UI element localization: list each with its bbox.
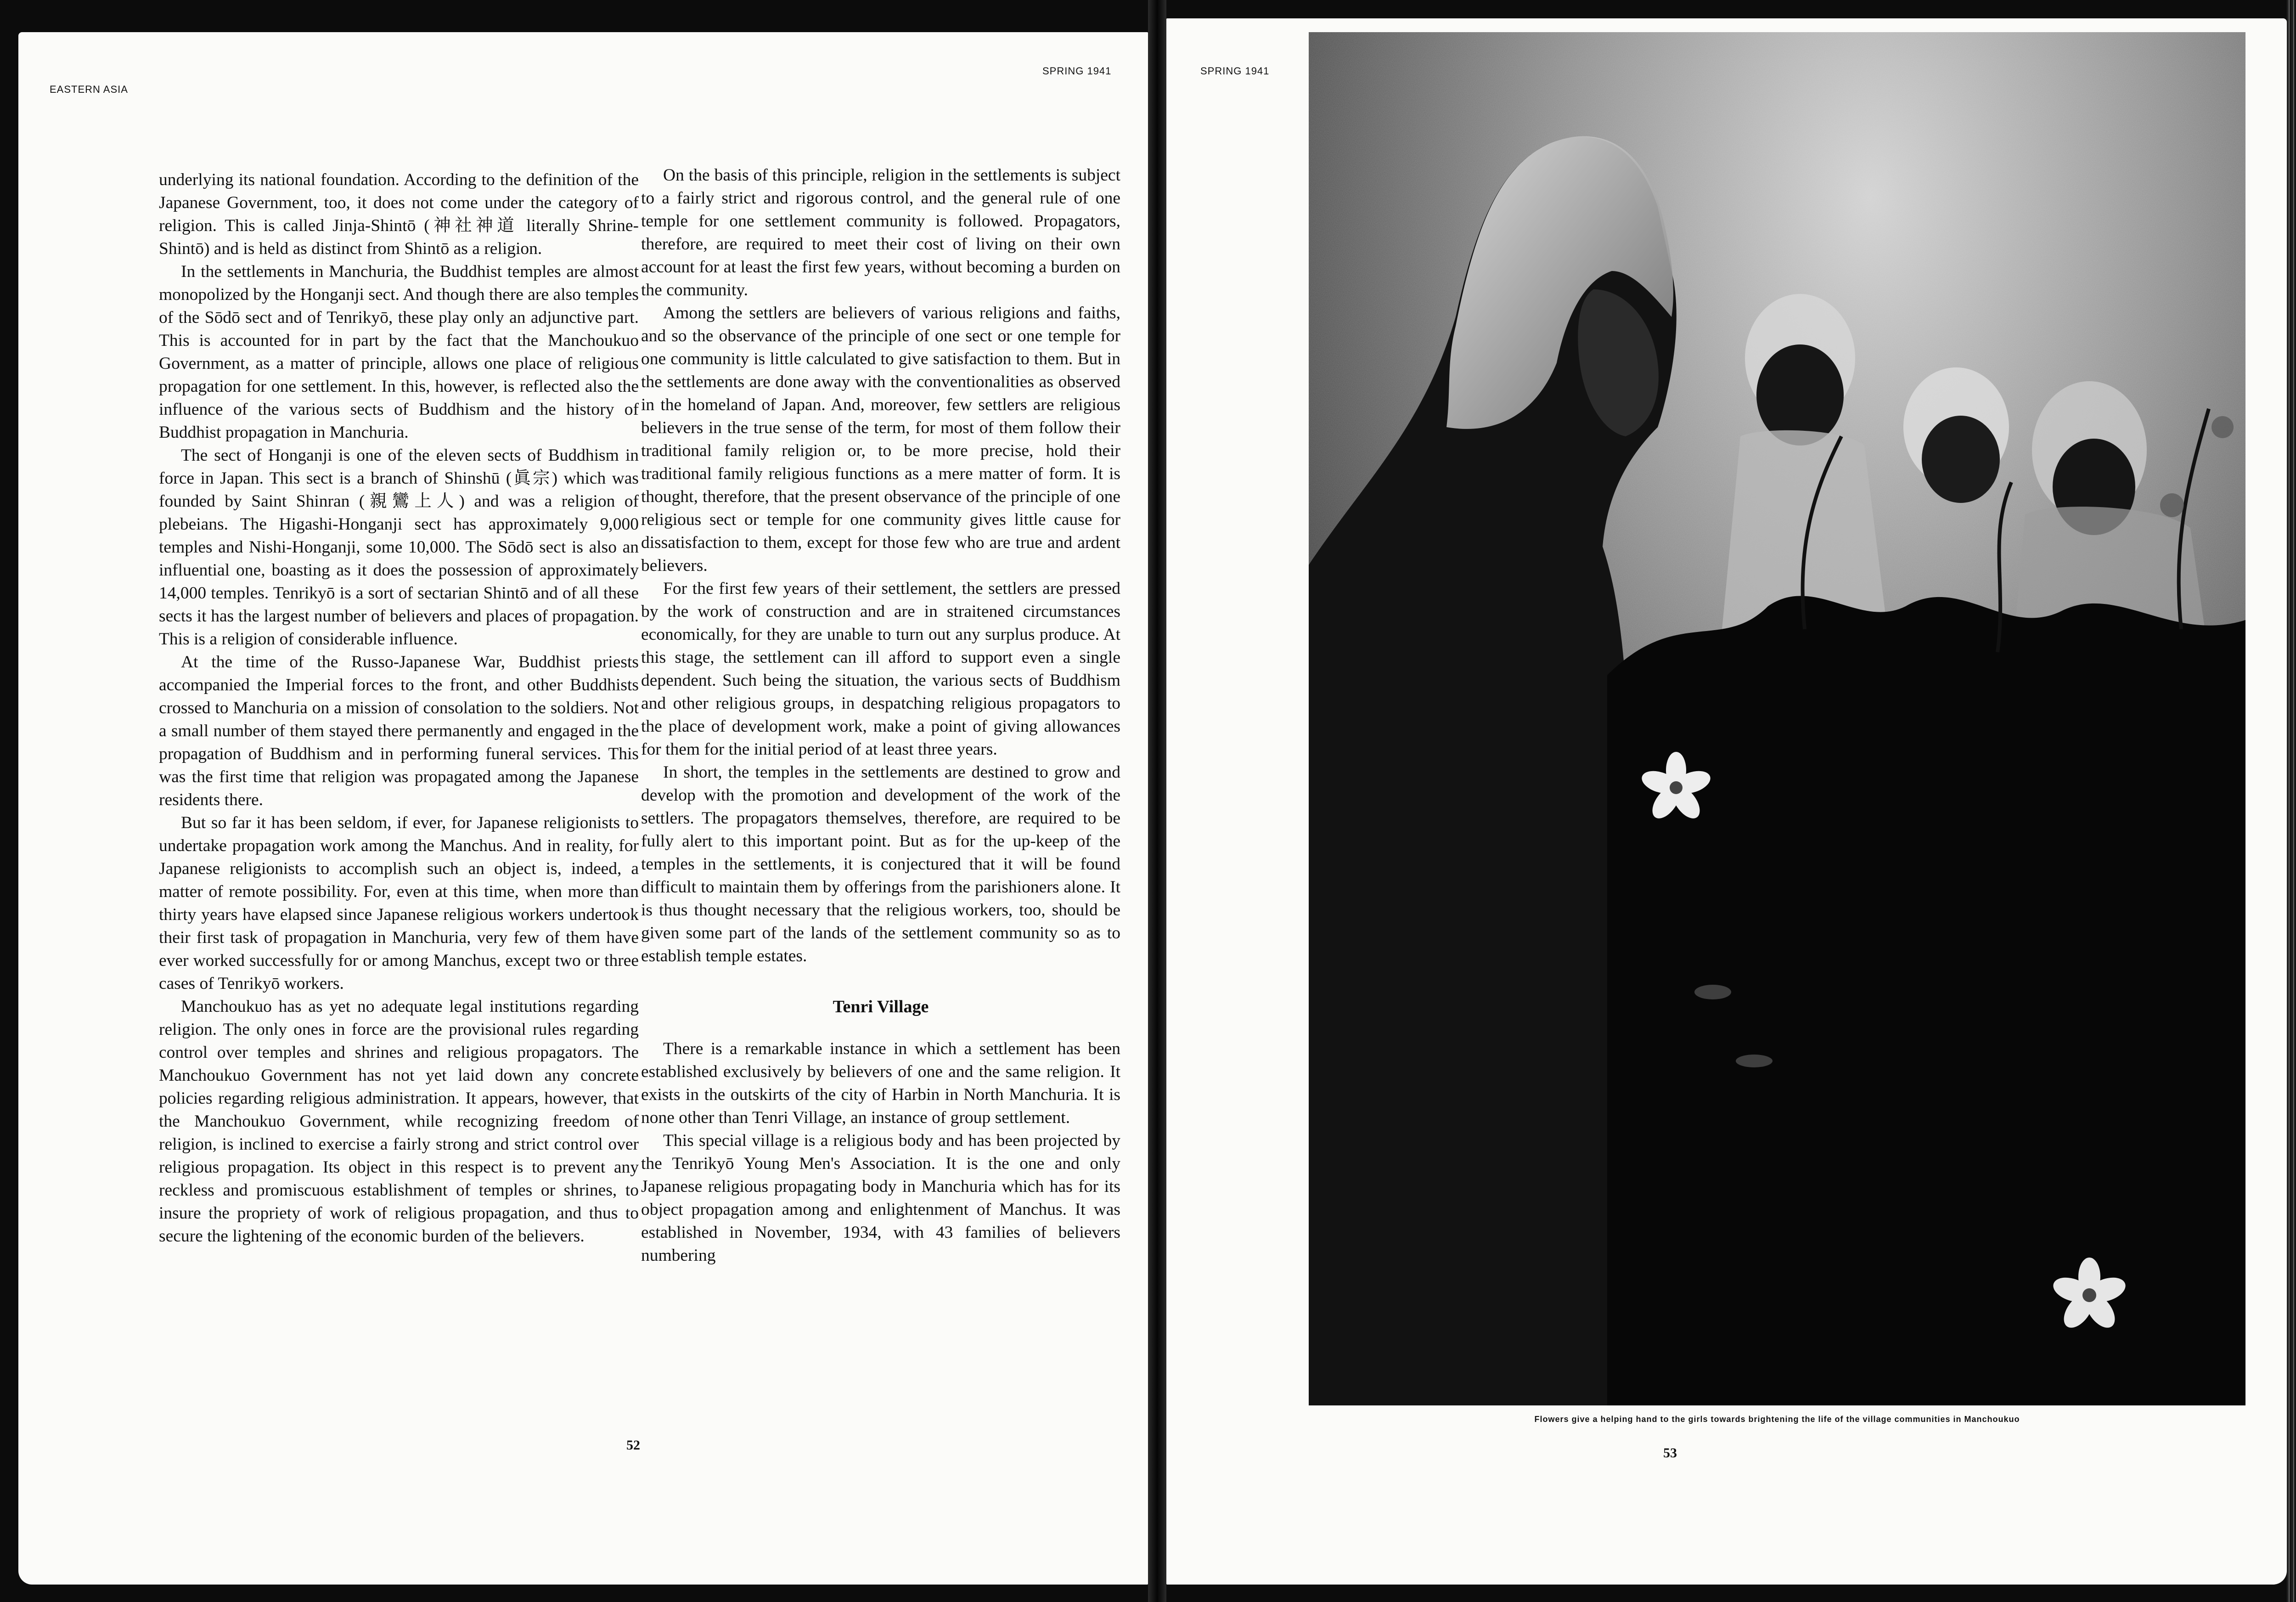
section-heading: Tenri Village xyxy=(833,997,929,1016)
running-head-right: SPRING 1941 xyxy=(1200,65,1270,77)
text-column-1 xyxy=(159,169,639,1248)
page-number-left: 52 xyxy=(626,1438,640,1453)
page-header-left: EASTERN ASIA xyxy=(50,84,128,95)
left-page xyxy=(18,32,1148,1585)
paragraph: Manchoukuo has as yet no adequate legal institutions regarding religion. The only ones in force are the provisional rules regarding control over temples and shrines and religious propagators. The Manchoukuo Government has not yet laid down any concrete policies regarding religious administration. It appears, however, that the Manchoukuo Government, while recognizing freedom of religion, is inclined to exercise a fairly strong and strict control over religious propagation. Its object in this respect is to prevent any reckless and promiscuous establishment of temples or shrines, to insure the propriety of work of religious propagation, and thus to secure the lightening of the economic burden of the believers. xyxy=(159,997,639,1246)
paragraph: In short, the temples in the settlements are destined to grow and develop with the promotion and development of the work of the settlers. The propagators themselves, therefore, are required to be fully alert to this important point. But as for the up-keep of the temples in the settlements, it is conjectured that it will be found difficult to maintain them by offerings from the parishioners alone. It is thus thought necessary that the religious workers, too, should be given some part of the lands of the settlement community so as to establish temple estates. xyxy=(641,763,1120,965)
paragraph: Among the settlers are believers of various religions and faiths, and so the observance of the principle of one sect or one temple for one community is little calculated to give satisfaction to them. But in the settlements are done away with the conventionalities as observed in the homeland of Japan. And, moreover, few settlers are religious believers in the true sense of the term, for most of them follow their traditional family religion or, to be more precise, hold their traditional family religious functions as a mere matter of form. It is thought, therefore, that the present observance of the principle of one religious sect or temple for one community gives little cause for dissatisfaction to them, except for those few who are true and ardent believers. xyxy=(641,304,1120,575)
photo-caption: Flowers give a helping hand to the girls towards brightening the life of the village communities in Manchoukuo xyxy=(1534,1415,2020,1424)
paragraph: At the time of the Russo-Japanese War, Buddhist priests accompanied the Imperial forces to the front, and other Buddhists crossed to Manchuria on a mission of consolation to the soldiers. Not a small number of them stayed there permanently and engaged in the propagation of Buddhism and in performing funeral services. This was the first time that religion was propagated among the Japanese residents there. xyxy=(159,653,639,809)
paragraph: In the settlements in Manchuria, the Buddhist temples are almost monopolized by the Honganji sect. And though there are also temples of the Sōdō sect and of Tenrikyō, these play only an adjunctive part. This is accounted for in part by the fact that the Manchoukuo Government, as a matter of principle, allows one place of religious propagation for one settlement. In this, however, is reflected also the influence of the various sects of Buddhism and the history of Buddhist propagation in Manchuria. xyxy=(159,262,639,442)
foliage xyxy=(1607,596,2245,1405)
paragraph: This special village is a religious body and has been projected by the Tenrikyō Young Men's Association. It is the one and only Japanese religious propagating body in Manchuria which has for its object propagation among and enlightenment of Manchus. It was established in November, 1934, with 43 families of believers numbering xyxy=(641,1131,1120,1265)
right-page xyxy=(1166,18,2287,1585)
photograph-girls-with-flowers xyxy=(1309,32,2245,1405)
paragraph: But so far it has been seldom, if ever, for Japanese religionists to undertake propagation work among the Manchus. And in reality, for Japanese religionists to accomplish such an object is, indeed, a matter of remote possibility. For, even at this time, when more than thirty years have elapsed since Japanese religious workers undertook their first task of propagation in Manchuria, very few of them have ever worked successfully for or among Manchus, except two or three cases of Tenrikyō workers. xyxy=(159,813,639,993)
paragraph: underlying its national foundation. According to the definition of the Japanese Government, too, it does not come under the category of religion. This is called Jinja-Shintō (神社神道 literally Shrine-Shintō) and is held as distinct from Shintō as a religion. xyxy=(159,170,639,258)
book-gutter xyxy=(1148,0,1166,1602)
paragraph: There is a remarkable instance in which a settlement has been established exclusively by believers of one and the same religion. It exists in the outskirts of the city of Harbin in North Manchuria. It is none other than Tenri Village, an instance of group settlement. xyxy=(641,1039,1120,1127)
figure-2-face xyxy=(1756,344,1844,446)
paragraph: For the first few years of their settlement, the settlers are pressed by the work of construction and are in straitened circumstances economically, for they are unable to turn out any surplus produce. At this stage, the settlement can ill afford to support even a single dependent. Such being the situation, the various sects of Buddhism and other religious groups, in despatching religious propagators to the place of development work, make a point of giving allowances for them for the initial period of at least three years. xyxy=(641,579,1120,759)
page-edges xyxy=(2287,0,2296,1602)
paragraph: The sect of Honganji is one of the eleven sects of Buddhism in force in Japan. This sect is a branch of Shinshū (眞宗) which was founded by Saint Shinran (親鸞上人) and was a religion of plebeians. The Higashi-Honganji sect has approximately 9,000 temples and Nishi-Honganji, some 10,000. The Sōdō sect is also an influential one, boasting as it does the possession of approximately 14,000 temples. Tenrikyō is a sort of sectarian Shintō and of all these sects it has the largest number of believers and places of propagation. This is a religion of considerable influence. xyxy=(159,446,639,649)
paragraph: On the basis of this principle, religion in the settlements is subject to a fairly strict and rigorous control, and the general rule of one temple for one settlement community is followed. Propagators, therefore, are required to meet their cost of living on their own account for at least the first few years, without becoming a burden on the community. xyxy=(641,166,1120,299)
photo-illustration xyxy=(1309,32,2245,1405)
figure-3-face xyxy=(1922,416,2000,503)
page-number-right: 53 xyxy=(1663,1445,1677,1461)
running-head-left: SPRING 1941 xyxy=(1042,65,1112,77)
text-column-2 xyxy=(641,164,1120,1267)
